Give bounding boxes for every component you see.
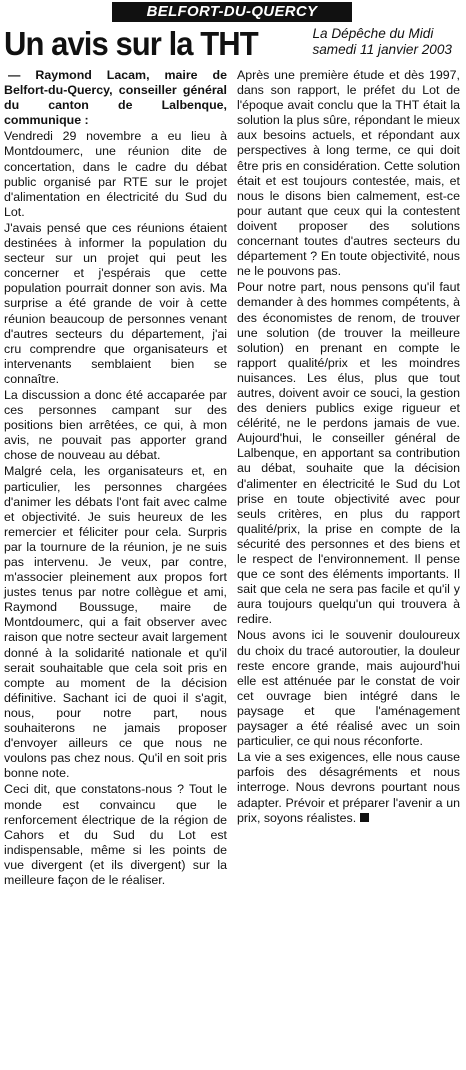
headline: Un avis sur la THT — [4, 25, 258, 62]
paragraph: Après une première étude et dès 1997, dans son rapport, le préfet du Lot de l'époque avait conclu que la THT était la solution la plus sûre, répondant le mieux aux besoins actuels, et répondant aux perspectives à long terme, ce qui doit être pris en considération. Cette solution était et est toujours contestée, mais, et nous le disons bien calmement, est-ce pour autant que ceux qui la contestent doivent proposer des solutions concernant toutes d'autres secteurs du département ? En toute objectivité, nous ne le pouvons pas. — [237, 68, 460, 279]
paragraph: J'avais pensé que ces réunions étaient destinées à informer la population du secteur sur un projet qui peut les concerner et j'espérais que cette population pourrait donner son avis. Ma surprise a été grande de voir à cette réunion beaucoup de personnes venant d'autres secteurs du département, j'ai cru comprendre que organisateurs et intervenants semblaient bien se connaître. — [4, 220, 227, 386]
lead-paragraph — [4, 68, 227, 128]
paragraph: Ceci dit, que constatons-nous ? Tout le monde est convaincu que le renforcement électrique de la région de Cahors et du Sud du Lot est indispensable, même si les points de vue divergent (et ils divergent) sur la meilleure façon de le réaliser. — [4, 782, 227, 887]
source-credit — [312, 26, 452, 58]
left-column — [4, 68, 227, 889]
paragraph: Nous avons ici le souvenir douloureux du choix du tracé autoroutier, la douleur reste encore grande, mais aujourd'hui elle est atténuée par le constat de voir cet ouvrage bien intégré dans le paysage et que l'aménagement paysager a été réalisé avec un soin particulier, ce qui nous réconforte. — [237, 628, 460, 749]
publication-name: La Dépêche du Midi — [312, 26, 434, 41]
final-paragraph — [237, 750, 460, 825]
header-row — [4, 24, 460, 70]
final-paragraph-text: La vie a ses exigences, elle nous cause parfois des désagréments et nous interroge. Nous devrons pourtant nous adapter. Prévoir et préparer l'avenir a un prix, soyons réalistes. — [237, 750, 460, 825]
paragraph: Malgré cela, les organisateurs et, en particulier, les personnes chargées d'animer les débats l'ont fait avec calme et objectivité. Je suis heureux de les remercier et féliciter pour cela. Surpris par la tournure de la réunion, je ne suis pas intervenu. Je veux, par contre, m'associer pleinement aux propos fort justes tenus par notre collègue et ami, Raymond Boussuge, maire de Montdoumerc, qui a fait observer avec raison que notre secteur avait largement donné à la solidarité nationale et qu'il serait souhaitable que cela soit pris en compte au moment de la décision définitive. Sachant ici de quoi il s'agit, nous, pour notre part, nous souhaiterons ne jamais proposer d'envoyer ailleurs ce que nous ne voulons pas chez nous. Qu'il en soit pris bonne note. — [4, 464, 227, 781]
right-column — [237, 68, 460, 889]
paragraph: Pour notre part, nous pensons qu'il faut demander à des hommes compétents, à des économistes de renom, de trouver une solution (de trouver la meilleure solution) en prenant en compte le rapport qualité/prix et les moindres nuisances. Les élus, plus que tout autres, doivent avoir ce souci, la gestion des deniers publics exige rigueur et célérité, ne le perdons jamais de vue. Aujourd'hui, le conseiller général de Lalbenque, en apportant sa contribution au débat, souhaite que la décision d'alimenter en électricité le Sud du Lot prise en toute objectivité avec pour seuls critères, en plus du rapport qualité/prix, la prise en compte de la sécurité des personnes et des biens et le respect de l'environnement. Il pense que ce sont des éléments importants. Il sait que cela ne sera pas facile et qu'il y aura toujours quelqu'un qui trouvera à redire. — [237, 280, 460, 627]
paragraph: La discussion a donc été accaparée par ces personnes campant sur des positions bien arrêtées, ce qui, à mon avis, ne pouvait pas apporter grand chose de nouveau au débat. — [4, 387, 227, 463]
publication-date: samedi 11 janvier 2003 — [312, 42, 452, 57]
lead-dash: — — [8, 68, 21, 82]
lead-text: Raymond Lacam, maire de Belfort-du-Quercy, conseiller général du canton de Lalbenque, communique : — [4, 68, 227, 128]
paragraph: Vendredi 29 novembre a eu lieu à Montdoumerc, une réunion dite de concertation, dans le cadre du débat public organisé par RTE sur le projet d'alimentation en électricité du Sud du Lot. — [4, 129, 227, 219]
article-body — [4, 68, 460, 889]
end-of-article-square-icon — [360, 813, 369, 822]
rubric-banner: BELFORT-DU-QUERCY — [112, 2, 352, 22]
